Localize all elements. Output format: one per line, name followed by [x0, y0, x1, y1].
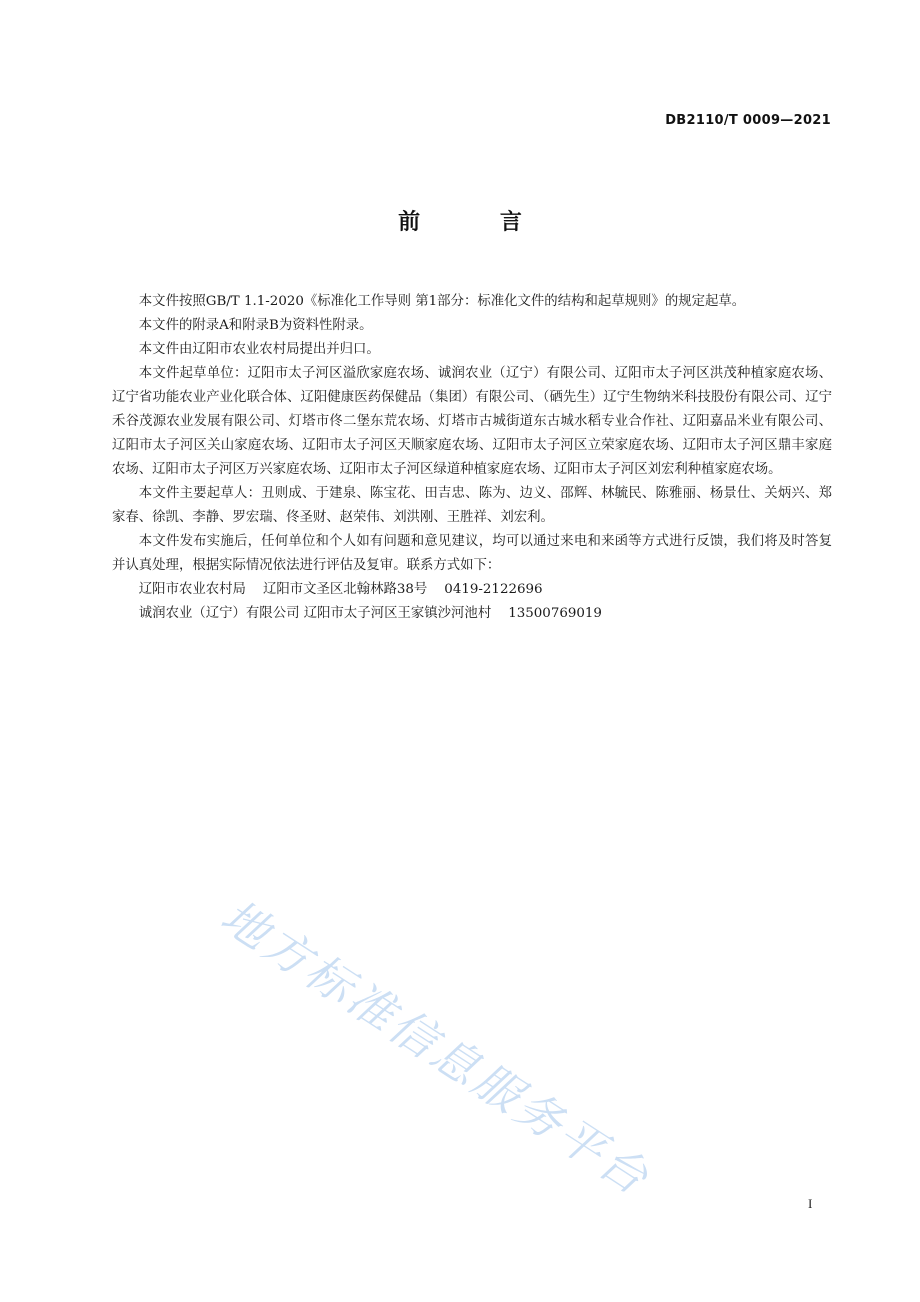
paragraph-appendix-note: 本文件的附录A和附录B为资料性附录。 [138, 318, 373, 333]
paragraph-drafting-units: 本文件起草单位：辽阳市太子河区溢欣家庭农场、诚润农业（辽宁）有限公司、辽阳市太子河区洪茂种植家庭农场、辽宁省功能农业产业化联合体、辽阳健康医药保健品（集团）有限公司、（硒先生）辽宁生物纳米科技股份有限公司、辽宁禾谷茂源农业发展有限公司、灯塔市佟二堡东荒农场、灯塔市古城街道东古城水稻专业合作社、辽阳嘉品米业有限公司、辽阳市太子河区关山家庭农场、辽阳市太子河区天顺家庭农场、辽阳市太子河区立荣家庭农场、辽阳市太子河区鼎丰家庭农场、辽阳市太子河区万兴家庭农场、辽阳市太子河区绿道种植家庭农场、辽阳市太子河区刘宏利种植家庭农场。 [112, 366, 832, 477]
page-title: 前 言 [398, 210, 558, 235]
document-code: DB2110/T 0009—2021 [665, 113, 831, 128]
paragraph-standard-basis: 本文件按照GB/T 1.1-2020《标准化工作导则 第1部分：标准化文件的结构和起草规则》的规定起草。 [138, 294, 746, 309]
contact-line: 诚润农业（辽宁）有限公司 辽阳市太子河区王家镇沙河池村 13500769019 [138, 606, 602, 621]
page-number: I [808, 1196, 813, 1211]
paragraph-drafters: 本文件主要起草人：丑则成、于建泉、陈宝花、田吉忠、陈为、边义、邵辉、林毓民、陈雅丽、杨景仕、关炳兴、郑家春、徐凯、李静、罗宏瑞、佟圣财、赵荣伟、刘洪刚、王胜祥、刘宏利。 [112, 486, 832, 525]
paragraph-proposer: 本文件由辽阳市农业农村局提出并归口。 [138, 342, 380, 357]
contact-line: 辽阳市农业农村局 辽阳市文圣区北翰林路38号 0419-2122696 [138, 582, 543, 597]
paragraph-feedback: 本文件发布实施后，任何单位和个人如有问题和意见建议，均可以通过来电和来函等方式进行反馈，我们将及时答复并认真处理，根据实际情况依法进行评估及复审。联系方式如下： [112, 534, 832, 573]
watermark: 地方标准信息服务平台 [211, 888, 661, 1207]
document-body [112, 290, 832, 626]
